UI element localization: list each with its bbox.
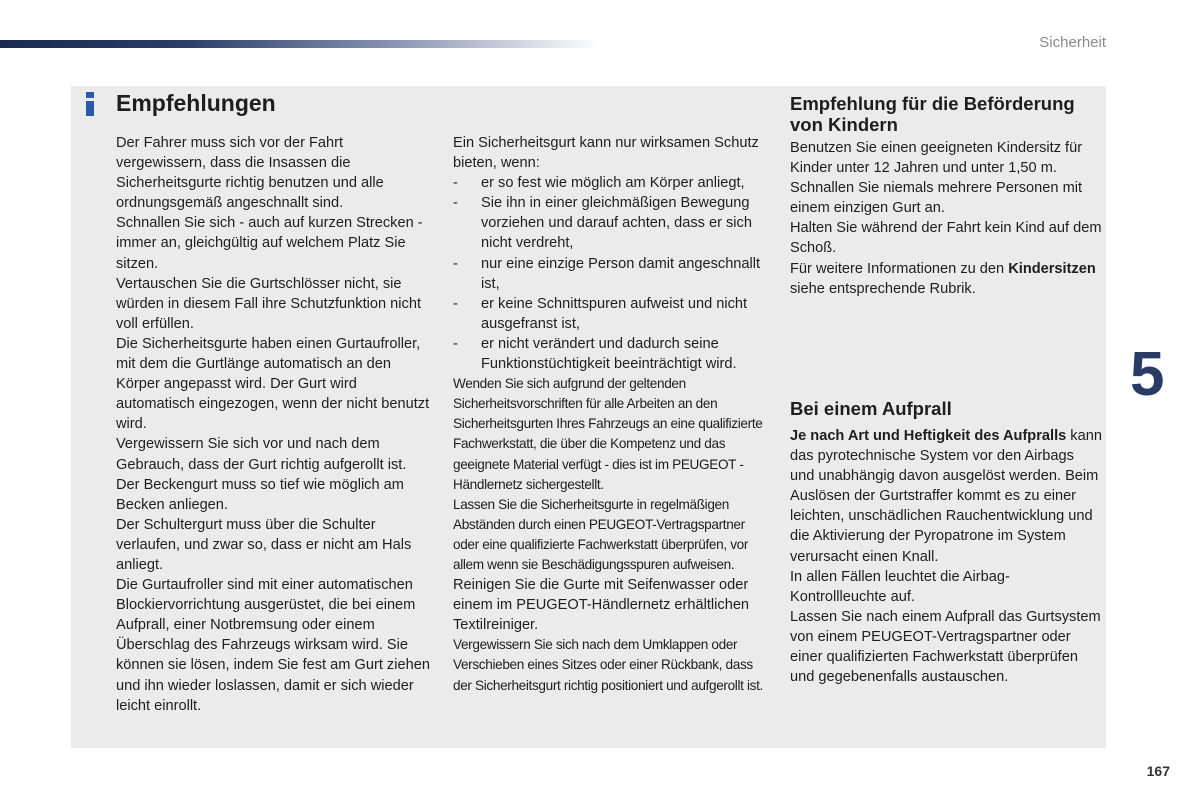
info-icon bbox=[85, 92, 95, 116]
list-item: - er nicht verändert und dadurch seine Funktionstüchtigkeit beeinträchtigt wird. bbox=[453, 335, 737, 373]
children-heading: Empfehlung für die Beförderung von Kindern bbox=[790, 93, 1075, 135]
paragraph: Die Gurtaufroller sind mit einer automatischen Blockiervorrichtung ausgerüstet, die bei einem Aufprall, einer Notbremsung oder einem Überschlag des Fahrzeugs wirksam wird. Sie können sie lösen, indem Sie fest am Gurt ziehen und ihn wieder loslassen, damit er sich wieder leicht einrollt. bbox=[116, 577, 430, 714]
paragraph: Die Sicherheitsgurte haben einen Gurtaufroller, mit dem die Gurtlänge automatisch an den Körper angepasst wird. Der Gurt wird automatisch eingezogen, wenn der nicht benutzt wird. bbox=[116, 335, 430, 433]
condition-list bbox=[453, 173, 771, 374]
list-item: - nur eine einzige Person damit angeschnallt ist, bbox=[453, 255, 761, 292]
paragraph: Benutzen Sie einen geeigneten Kindersitz für Kinder unter 12 Jahren und unter 1,50 m. bbox=[790, 140, 1083, 177]
list-item: - Sie ihn in einer gleichmäßigen Bewegung vorziehen und darauf achten, dass er sich nicht verdreht, bbox=[453, 195, 752, 252]
list-item: - er keine Schnittspuren aufweist und nicht ausgefranst ist, bbox=[453, 295, 748, 332]
paragraph: Der Beckengurt muss so tief wie möglich am Becken anliegen. bbox=[116, 476, 404, 513]
page-title: Empfehlungen bbox=[116, 90, 276, 116]
paragraph: In allen Fällen leuchtet die Airbag-Kontrollleuchte auf. bbox=[790, 568, 1010, 605]
paragraph: Schnallen Sie niemals mehrere Personen mit einem einzigen Gurt an. bbox=[790, 180, 1083, 217]
paragraph: Lassen Sie nach einem Aufprall das Gurtsystem von einem PEUGEOT-Vertragspartner oder einer qualifizierten Fachwerkstatt überprüfen und gegebenenfalls austauschen. bbox=[790, 608, 1101, 686]
paragraph: Ein Sicherheitsgurt kann nur wirksamen Schutz bieten, wenn: bbox=[453, 135, 759, 172]
chapter-number: 5 bbox=[1130, 340, 1165, 409]
paragraph: Vertauschen Sie die Gurtschlösser nicht, sie würden in diesem Fall ihre Schutzfunktion nicht voll erfüllen. bbox=[116, 275, 422, 332]
list-item: - er so fest wie möglich am Körper anliegt, bbox=[453, 175, 745, 192]
paragraph: Halten Sie während der Fahrt kein Kind auf dem Schoß. bbox=[790, 220, 1102, 257]
impact-section bbox=[790, 426, 1102, 687]
header-color-bar bbox=[0, 40, 600, 48]
children-section bbox=[790, 138, 1102, 299]
paragraph: Reinigen Sie die Gurte mit Seifenwasser oder einem im PEUGEOT-Händlernetz erhältlichen Textilreiniger. bbox=[453, 577, 750, 634]
page-number: 167 bbox=[1146, 763, 1170, 779]
paragraph: Für weitere Informationen zu den Kindersitzen siehe entsprechende Rubrik. bbox=[790, 260, 1096, 297]
paragraph: Vergewissern Sie sich vor und nach dem Gebrauch, dass der Gurt richtig aufgerollt ist. bbox=[116, 436, 407, 473]
paragraph: Schnallen Sie sich - auch auf kurzen Strecken - immer an, gleichgültig auf welchem Platz Sie sitzen. bbox=[116, 215, 423, 272]
recommendations-column-1 bbox=[116, 133, 432, 716]
paragraph: Wenden Sie sich aufgrund der geltenden Sicherheitsvorschriften für alle Arbeiten an den Sicherheitsgurten Ihres Fahrzeugs an eine qualifizierte Fachwerkstatt, die über die Kompetenz und das geeignete Material verfügt - dies ist im PEUGEOT -Händlernetz sichergestellt. bbox=[453, 376, 763, 492]
recommendations-column-2 bbox=[453, 133, 771, 696]
paragraph: Lassen Sie die Sicherheitsgurte in regelmäßigen Abständen durch einen PEUGEOT-Vertragspartner oder eine qualifizierte Fachwerkstatt überprüfen, vor allem wenn sie Beschädigungsspuren aufweisen. bbox=[453, 496, 749, 572]
child-seat-reference: Kindersitzen bbox=[1008, 260, 1096, 277]
paragraph: Der Schultergurt muss über die Schulter verlaufen, und zwar so, dass er nicht am Hals anliegt. bbox=[116, 516, 412, 573]
impact-heading: Bei einem Aufprall bbox=[790, 398, 952, 419]
paragraph: Je nach Art und Heftigkeit des Aufpralls kann das pyrotechnische System vor den Airbags und unabhängig davon ausgelöst werden. Beim Auslösen der Gurtstraffer kommt es zu einer leichten, unschädlichen Rauchentwicklung und die Aktivierung der Pyropatrone im System verursacht einen Knall. bbox=[790, 428, 1102, 565]
paragraph: Der Fahrer muss sich vor der Fahrt vergewissern, dass die Insassen die Sicherheitsgurte richtig benutzen und alle ordnungsgemäß angeschnallt sind. bbox=[116, 135, 384, 212]
section-label: Sicherheit bbox=[1039, 34, 1106, 51]
paragraph: Vergewissern Sie sich nach dem Umklappen oder Verschieben eines Sitzes oder einer Rückbank, dass der Sicherheitsgurt richtig positioniert und aufgerollt ist. bbox=[453, 637, 763, 693]
